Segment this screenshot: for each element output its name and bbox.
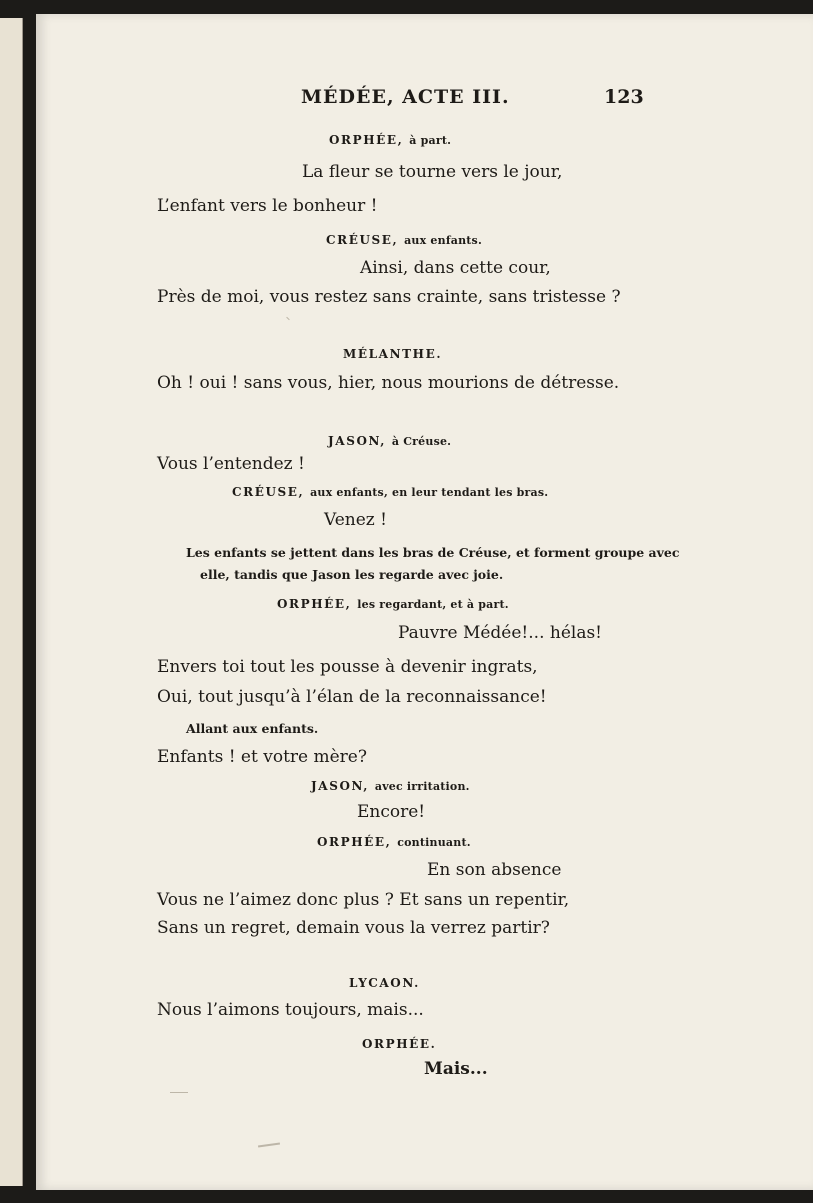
- speaker-name: CRÉUSE,: [326, 233, 399, 247]
- speaker-direction: aux enfants, en leur tendant les bras.: [310, 486, 549, 499]
- speaker-label: [232, 485, 548, 499]
- verse-line: Nous l’aimons toujours, mais...: [157, 1000, 424, 1020]
- verse-line: Près de moi, vous restez sans crainte, sans tristesse ?: [157, 287, 621, 307]
- speaker-label: [349, 976, 420, 990]
- verse-line: Oui, tout jusqu’à l’élan de la reconnaissance!: [157, 687, 547, 707]
- verse-line: Vous ne l’aimez donc plus ? Et sans un repentir,: [157, 890, 570, 910]
- speaker-name: ORPHÉE,: [277, 597, 352, 611]
- verse-line: Ainsi, dans cette cour,: [360, 258, 551, 278]
- verse-line: En son absence: [427, 860, 562, 880]
- page-number: 123: [604, 86, 644, 108]
- speaker-direction: aux enfants.: [404, 234, 482, 247]
- stage-direction: Les enfants se jettent dans les bras de Créuse, et forment groupe avec: [186, 545, 680, 560]
- verse-line: Sans un regret, demain vous la verrez partir?: [157, 918, 550, 938]
- ink-mark: [170, 1092, 188, 1093]
- speaker-name: JASON,: [328, 434, 387, 448]
- verse-line: Enfants ! et votre mère?: [157, 747, 367, 767]
- speaker-label: [317, 835, 471, 849]
- speaker-name: ORPHÉE,: [329, 133, 404, 147]
- verse-line: Vous l’entendez !: [157, 454, 305, 474]
- speaker-name: LYCAON.: [349, 976, 420, 990]
- verse-line: La fleur se tourne vers le jour,: [302, 162, 563, 182]
- speaker-label: [362, 1037, 436, 1051]
- verse-line: Pauvre Médée!... hélas!: [398, 623, 603, 643]
- speaker-name: ORPHÉE.: [362, 1037, 437, 1051]
- speaker-direction: les regardant, et à part.: [357, 598, 509, 611]
- speaker-direction: à part.: [409, 134, 452, 147]
- verse-line: Oh ! oui ! sans vous, hier, nous mourions de détresse.: [157, 373, 620, 393]
- speaker-direction: avec irritation.: [374, 780, 470, 793]
- ink-mark: [258, 1142, 280, 1147]
- stage-direction: elle, tandis que Jason les regarde avec joie.: [200, 567, 504, 582]
- speaker-direction: à Créuse.: [391, 435, 452, 448]
- book-page: [36, 14, 813, 1190]
- speaker-label: [326, 233, 482, 247]
- speaker-label: [277, 597, 509, 611]
- speaker-name: CRÉUSE,: [232, 485, 305, 499]
- speaker-name: MÉLANTHE.: [343, 347, 443, 361]
- verse-line: Encore!: [357, 802, 426, 822]
- running-title: MÉDÉE, ACTE III.: [301, 86, 510, 108]
- stage-direction: Allant aux enfants.: [186, 721, 319, 736]
- speaker-label: [343, 347, 442, 361]
- verse-line: L’enfant vers le bonheur !: [157, 196, 378, 216]
- speaker-label: [329, 133, 451, 147]
- verse-line: Mais...: [424, 1059, 488, 1079]
- speaker-direction: continuant.: [397, 836, 471, 849]
- verse-line: Venez !: [324, 510, 387, 530]
- speaker-name: JASON,: [311, 779, 370, 793]
- verse-line: Envers toi tout les pousse à devenir ingrats,: [157, 657, 538, 677]
- speaker-label: [328, 434, 451, 448]
- speaker-name: ORPHÉE,: [317, 835, 392, 849]
- speaker-label: [311, 779, 470, 793]
- facing-page-edge: [0, 18, 23, 1186]
